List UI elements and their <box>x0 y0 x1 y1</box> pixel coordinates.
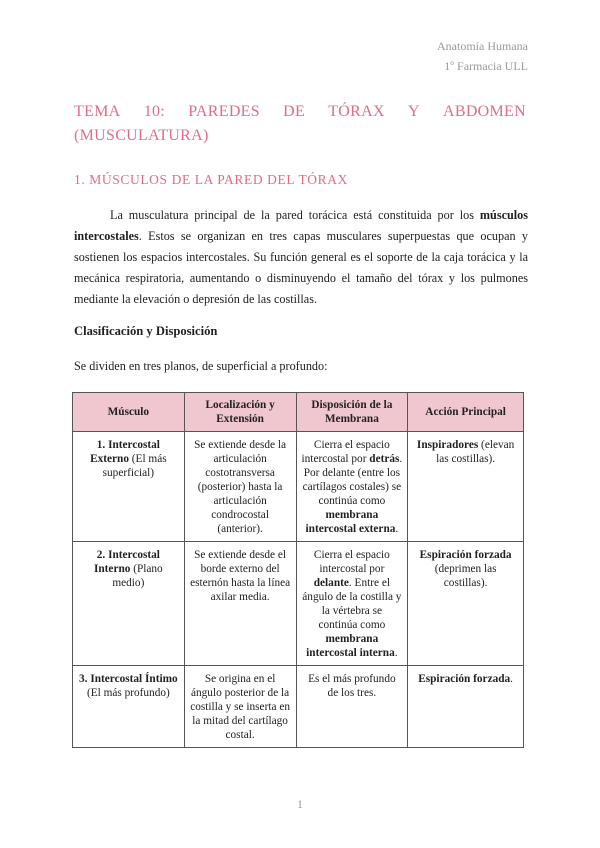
title-word: ABDOMEN <box>443 103 526 120</box>
membrane-emphasis: membrana intercostal externa <box>305 509 396 535</box>
location-cell: Se extiende desde el borde externo del esternón hasta la línea axilar media. <box>184 542 296 666</box>
membrane-text: . Entre el ángulo de la costilla y la vértebra se continúa como <box>302 577 402 631</box>
membrane-cell <box>296 432 408 542</box>
column-header: Disposición de la Membrana <box>296 393 408 432</box>
title-word: PAREDES <box>188 103 260 120</box>
action-cell <box>408 432 524 542</box>
document-title <box>74 100 526 148</box>
muscle-name: 2. Intercostal Interno <box>93 549 160 575</box>
subsection-heading: Clasificación y Disposición <box>74 324 218 338</box>
section-heading: 1. MÚSCULOS DE LA PARED DEL TÓRAX <box>74 172 348 187</box>
title-word: DE <box>283 103 306 120</box>
muscle-table <box>72 392 524 748</box>
action-detail: . <box>510 673 513 685</box>
muscle-note: (Plano medio) <box>112 563 163 589</box>
paragraph-text: La musculatura principal de la pared torácica está constituida por los <box>110 208 480 222</box>
intro-paragraph <box>74 205 528 310</box>
title-word: TÓRAX <box>328 103 385 120</box>
action-label: Espiración forzada <box>419 549 512 561</box>
membrane-emphasis: membrana intercostal interna <box>306 633 395 659</box>
membrane-text: . <box>394 647 398 659</box>
title-word: 10: <box>143 103 166 120</box>
column-header: Acción Principal <box>408 393 524 432</box>
title-word: Y <box>407 103 420 120</box>
location-cell: Se extiende desde la articulación costotransversa (posterior) hasta la articulación condrocostal (anterior). <box>184 432 296 542</box>
membrane-text: Cierra el espacio intercostal por <box>313 549 390 575</box>
action-label: Inspiradores <box>416 439 479 451</box>
muscle-note: (El más profundo) <box>86 687 170 699</box>
header-course: Anatomía Humana <box>437 39 528 53</box>
table-row <box>73 432 524 542</box>
table-row <box>73 542 524 666</box>
column-header: Localización y Extensión <box>184 393 296 432</box>
action-cell <box>408 542 524 666</box>
muscle-name: 1. Intercostal Externo <box>90 439 160 465</box>
header-program: 1º Farmacia ULL <box>444 59 528 73</box>
muscle-cell <box>73 666 185 748</box>
membrane-text: . <box>395 523 399 535</box>
column-header: Músculo <box>73 393 185 432</box>
location-cell: Se origina en el ángulo posterior de la costilla y se inserta en la mitad del cartílago costal. <box>184 666 296 748</box>
table-header-row <box>73 393 524 432</box>
membrane-emphasis: detrás <box>369 453 400 465</box>
page-number: 1 <box>297 797 303 811</box>
membrane-text: Es el más profundo de los tres. <box>308 673 396 699</box>
title-line-1 <box>74 100 526 124</box>
membrane-text: . Por delante (entre los cartílagos costales) se continúa como <box>302 453 403 507</box>
page-header <box>437 36 528 76</box>
membrane-text: Cierra el espacio intercostal por <box>301 439 390 465</box>
membrane-emphasis: delante <box>313 577 349 589</box>
title-word: TEMA <box>74 103 121 120</box>
muscle-name: 3. Intercostal Íntimo <box>79 673 178 685</box>
action-label: Espiración forzada <box>418 673 511 685</box>
muscle-note: (El más superficial) <box>102 453 167 479</box>
title-line-2: (MUSCULATURA) <box>74 127 209 144</box>
table-intro: Se dividen en tres planos, de superficial a profundo: <box>74 359 328 373</box>
muscle-cell <box>73 432 185 542</box>
table-row <box>73 666 524 748</box>
membrane-cell <box>296 542 408 666</box>
paragraph-text: . Estos se organizan en tres capas musculares superpuestas que ocupan y sostienen los espacios intercostales. Su función general es el soporte de la caja torácica y la mecánica respiratoria, aumentando o disminuyendo el tamaño del tórax y los pulmones mediante la elevación o depresión de las costillas. <box>74 229 528 306</box>
action-detail: (elevan las costillas). <box>436 439 515 465</box>
membrane-cell <box>296 666 408 748</box>
action-detail: (deprimen las costillas). <box>434 563 497 589</box>
paragraph-emphasis: músculos intercostales <box>74 208 528 243</box>
action-cell <box>408 666 524 748</box>
muscle-cell <box>73 542 185 666</box>
